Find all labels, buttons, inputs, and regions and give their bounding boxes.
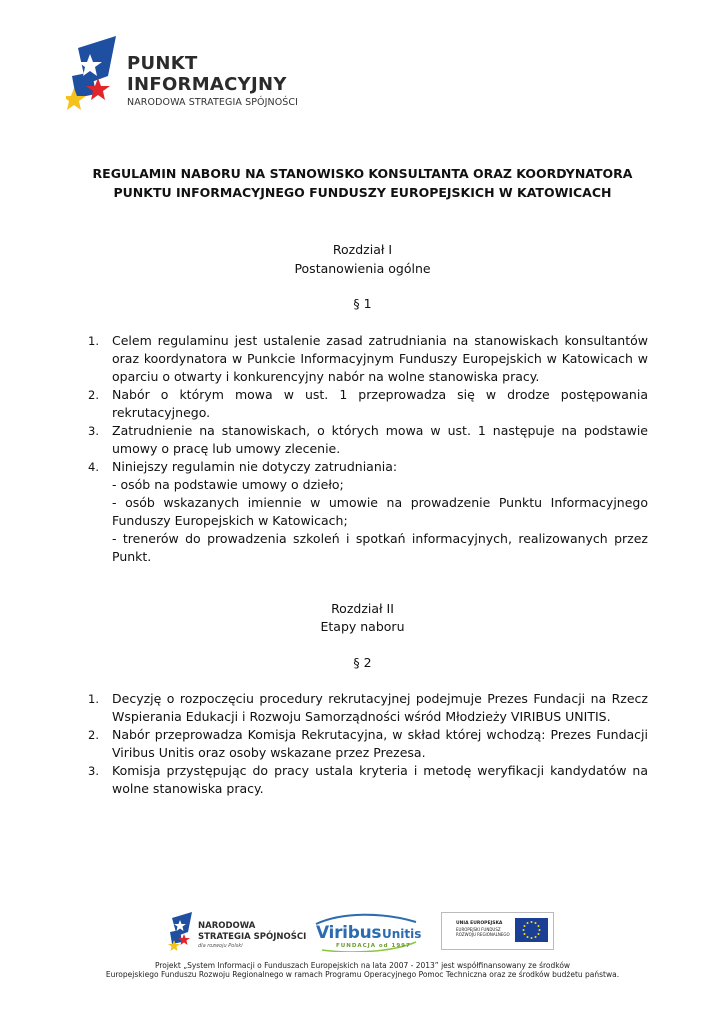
footer-nss-line-2: STRATEGIA SPÓJNOŚCI (198, 932, 307, 942)
list-item (88, 690, 648, 726)
list-item-number: 1. (88, 692, 99, 706)
footer-nss-line-3: dla rozwoju Polski (198, 943, 243, 949)
logo-title-punkt: PUNKT (127, 53, 198, 74)
footer-text-line-1: Projekt „System Informacji o Funduszach Europejskich na lata 2007 - 2013” jest współfinansowany ze środków (154, 961, 571, 970)
list-item-number: 3. (88, 424, 99, 438)
chapter-2-heading: Rozdział II (331, 601, 394, 616)
chapter-1-subheading: Postanowienia ogólne (294, 261, 431, 276)
chapter-2-subheading: Etapy naboru (320, 619, 405, 634)
list-item-text: Celem regulaminu jest ustalenie zasad zatrudniania na stanowiskach konsultantów oraz koordynatora w Punkcie Informacyjnym Funduszy Europejskich w Katowicach w oparciu o otwarty i konkurencyjny nabór na wolne stanowiska pracy. (112, 333, 648, 384)
list-item-text: Zatrudnienie na stanowiskach, o których mowa w ust. 1 następuje na podstawie umowy o pracę lub umowy zlecenie. (112, 423, 648, 456)
list-item-number: 2. (88, 388, 99, 402)
list-item-text: Decyzję o rozpoczęciu procedury rekrutacyjnej podejmuje Prezes Fundacji na Rzecz Wspierania Edukacji i Rozwoju Samorządności wśród Młodzieży VIRIBUS UNITIS. (112, 691, 648, 724)
list-item (88, 458, 648, 566)
list-item-number: 2. (88, 728, 99, 742)
list-item-text: Nabór o którym mowa w ust. 1 przeprowadza się w drodze postępowania rekrutacyjnego. (112, 387, 648, 420)
list-item-text: Nabór przeprowadza Komisja Rekrutacyjna, w skład której wchodzą: Prezes Fundacji Viribus Unitis oraz osoby wskazane przez Prezesa. (112, 727, 648, 760)
list-item (88, 422, 648, 458)
sub-item: - trenerów do prowadzenia szkoleń i spotkań informacyjnych, realizowanych przez Punkt. (112, 531, 648, 564)
section-1-sign: § 1 (353, 296, 372, 311)
list-item-lead: Niniejszy regulamin nie dotyczy zatrudniania: (112, 459, 398, 474)
sub-item: - osób wskazanych imiennie w umowie na prowadzenie Punktu Informacyjnego Funduszy Europejskich w Katowicach; (112, 495, 648, 528)
list-item-text: Komisja przystępując do pracy ustala kryteria i metodę weryfikacji kandydatów na wolne stanowiska pracy. (112, 763, 648, 796)
list-item-number: 3. (88, 764, 99, 778)
list-item (88, 762, 648, 798)
footer-nss-line-1: NARODOWA (198, 921, 256, 931)
footer-text-line-2: Europejskiego Funduszu Rozwoju Regionalnego w ramach Programu Operacyjnego Pomoc Techniczna oraz ze środków budżetu państwa. (105, 970, 620, 979)
list-item-number: 4. (88, 460, 99, 474)
logo-title-informacyjny: INFORMACYJNY (127, 74, 287, 95)
eu-line-1: UNIA EUROPEJSKA (456, 921, 503, 926)
unitis-word: Unitis (382, 927, 422, 941)
eu-flag-icon (515, 918, 548, 942)
section-2-sign: § 2 (353, 655, 372, 670)
list-item-text (112, 458, 648, 566)
chapter-1-heading: Rozdział I (332, 242, 393, 257)
document-title-line-1: REGULAMIN NABORU NA STANOWISKO KONSULTANTA ORAZ KOORDYNATORA (92, 166, 633, 181)
eu-line-2: EUROPEJSKI FUNDUSZ (456, 927, 501, 932)
sub-item: - osób na podstawie umowy o dzieło; (112, 477, 344, 492)
viribus-subtitle: FUNDACJA od 1997 (336, 943, 411, 949)
logo-subtitle: NARODOWA STRATEGIA SPÓJNOŚCI (127, 97, 299, 108)
eu-line-3: ROZWOJU REGIONALNEGO (456, 932, 510, 937)
document-title-line-2: PUNKTU INFORMACYJNEGO FUNDUSZY EUROPEJSKICH W KATOWICACH (113, 185, 612, 200)
list-item (88, 332, 648, 386)
narodowa-strategia-logo-icon (168, 912, 192, 952)
list-item-number: 1. (88, 334, 99, 348)
list-item (88, 726, 648, 762)
viribus-word: Viribus (316, 923, 382, 943)
list-item (88, 386, 648, 422)
punkt-informacyjny-logo-icon (66, 36, 116, 114)
